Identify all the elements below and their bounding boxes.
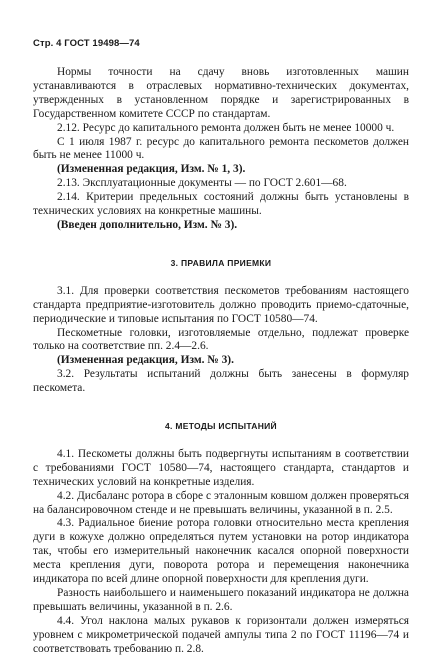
amendment-note-1-3: (Измененная редакция, Изм. № 1, 3). — [57, 163, 246, 176]
paragraph-accuracy-norms: Нормы точности на сдачу вновь изготовленных машин устанавливаются в отраслевых нормативно-технических документах, утвержденных в установленном порядке и зарегистрированных в Государственном комитете СССР по стандартам. — [33, 66, 409, 120]
paragraph-3-1: 3.1. Для проверки соответствия пескометов требованиям настоящего стандарта предприятие-изготовитель должно проводить приемо-сдаточные, периодические и типовые испытания по ГОСТ 10580—74. — [33, 284, 409, 325]
page-header: Стр. 4 ГОСТ 19498—74 — [33, 38, 140, 49]
section-heading-acceptance-rules: 3. ПРАВИЛА ПРИЕМКИ — [170, 257, 272, 268]
paragraph-2-12: 2.12. Ресурс до капитального ремонта должен быть не менее 10000 ч. — [57, 121, 395, 134]
paragraph-3-2: 3.2. Результаты испытаний должны быть занесены в формуляр пескомета. — [33, 368, 409, 395]
paragraph-4-4: 4.4. Угол наклона малых рукавов к горизонтали должен измеряться уровнем с микрометрической подачей ампулы типа 2 по ГОСТ 11196—74 и соответствовать требованию п. 2.8. — [33, 614, 409, 655]
amendment-note-added-3: (Введен дополнительно, Изм. № 3). — [57, 218, 238, 231]
paragraph-2-14: 2.14. Критерии предельных состояний должны быть установлены в технических условиях на конкретные машины. — [33, 191, 409, 218]
paragraph-heads-separate: Пескометные головки, изготовляемые отдельно, подлежат проверке только на соответствие пп. 2.4—2.6. — [33, 326, 409, 353]
paragraph-4-2: 4.2. Дисбаланс ротора в сборе с эталонным ковшом должен проверяться на балансировочном стенде и не превышать величины, указанной в п. 2.5. — [33, 489, 409, 516]
section-heading-test-methods: 4. МЕТОДЫ ИСПЫТАНИЙ — [165, 421, 277, 432]
paragraph-4-1: 4.1. Пескометы должны быть подвергнуты испытаниям в соответствии с требованиями ГОСТ 10580—74, настоящего стандарта, стандартов и технических условий на конкретные изделия. — [33, 447, 409, 488]
paragraph-2-13: 2.13. Эксплуатационные документы — по ГОСТ 2.601—68. — [57, 177, 347, 190]
document-body — [33, 66, 409, 657]
paragraph-resource-1987: С 1 июля 1987 г. ресурс до капитального ремонта пескометов должен быть не менее 11000 ч. — [33, 135, 409, 162]
paragraph-indicator-difference: Разность наибольшего и наименьшего показаний индикатора не должна превышать величины, указанной в п. 2.6. — [33, 587, 409, 613]
amendment-note-3: (Измененная редакция, Изм. № 3). — [57, 354, 234, 367]
paragraph-4-3: 4.3. Радиальное биение ротора головки относительно места крепления дуги в кожухе должно определяться путем установки на ротор индикатора так, чтобы его измерительный наконечник касался опорной поверхности места крепления дуги, поворота ротора и перемещения наконечника индикатора по всей длине опорной поверхности для крепления дуги. — [33, 517, 409, 586]
